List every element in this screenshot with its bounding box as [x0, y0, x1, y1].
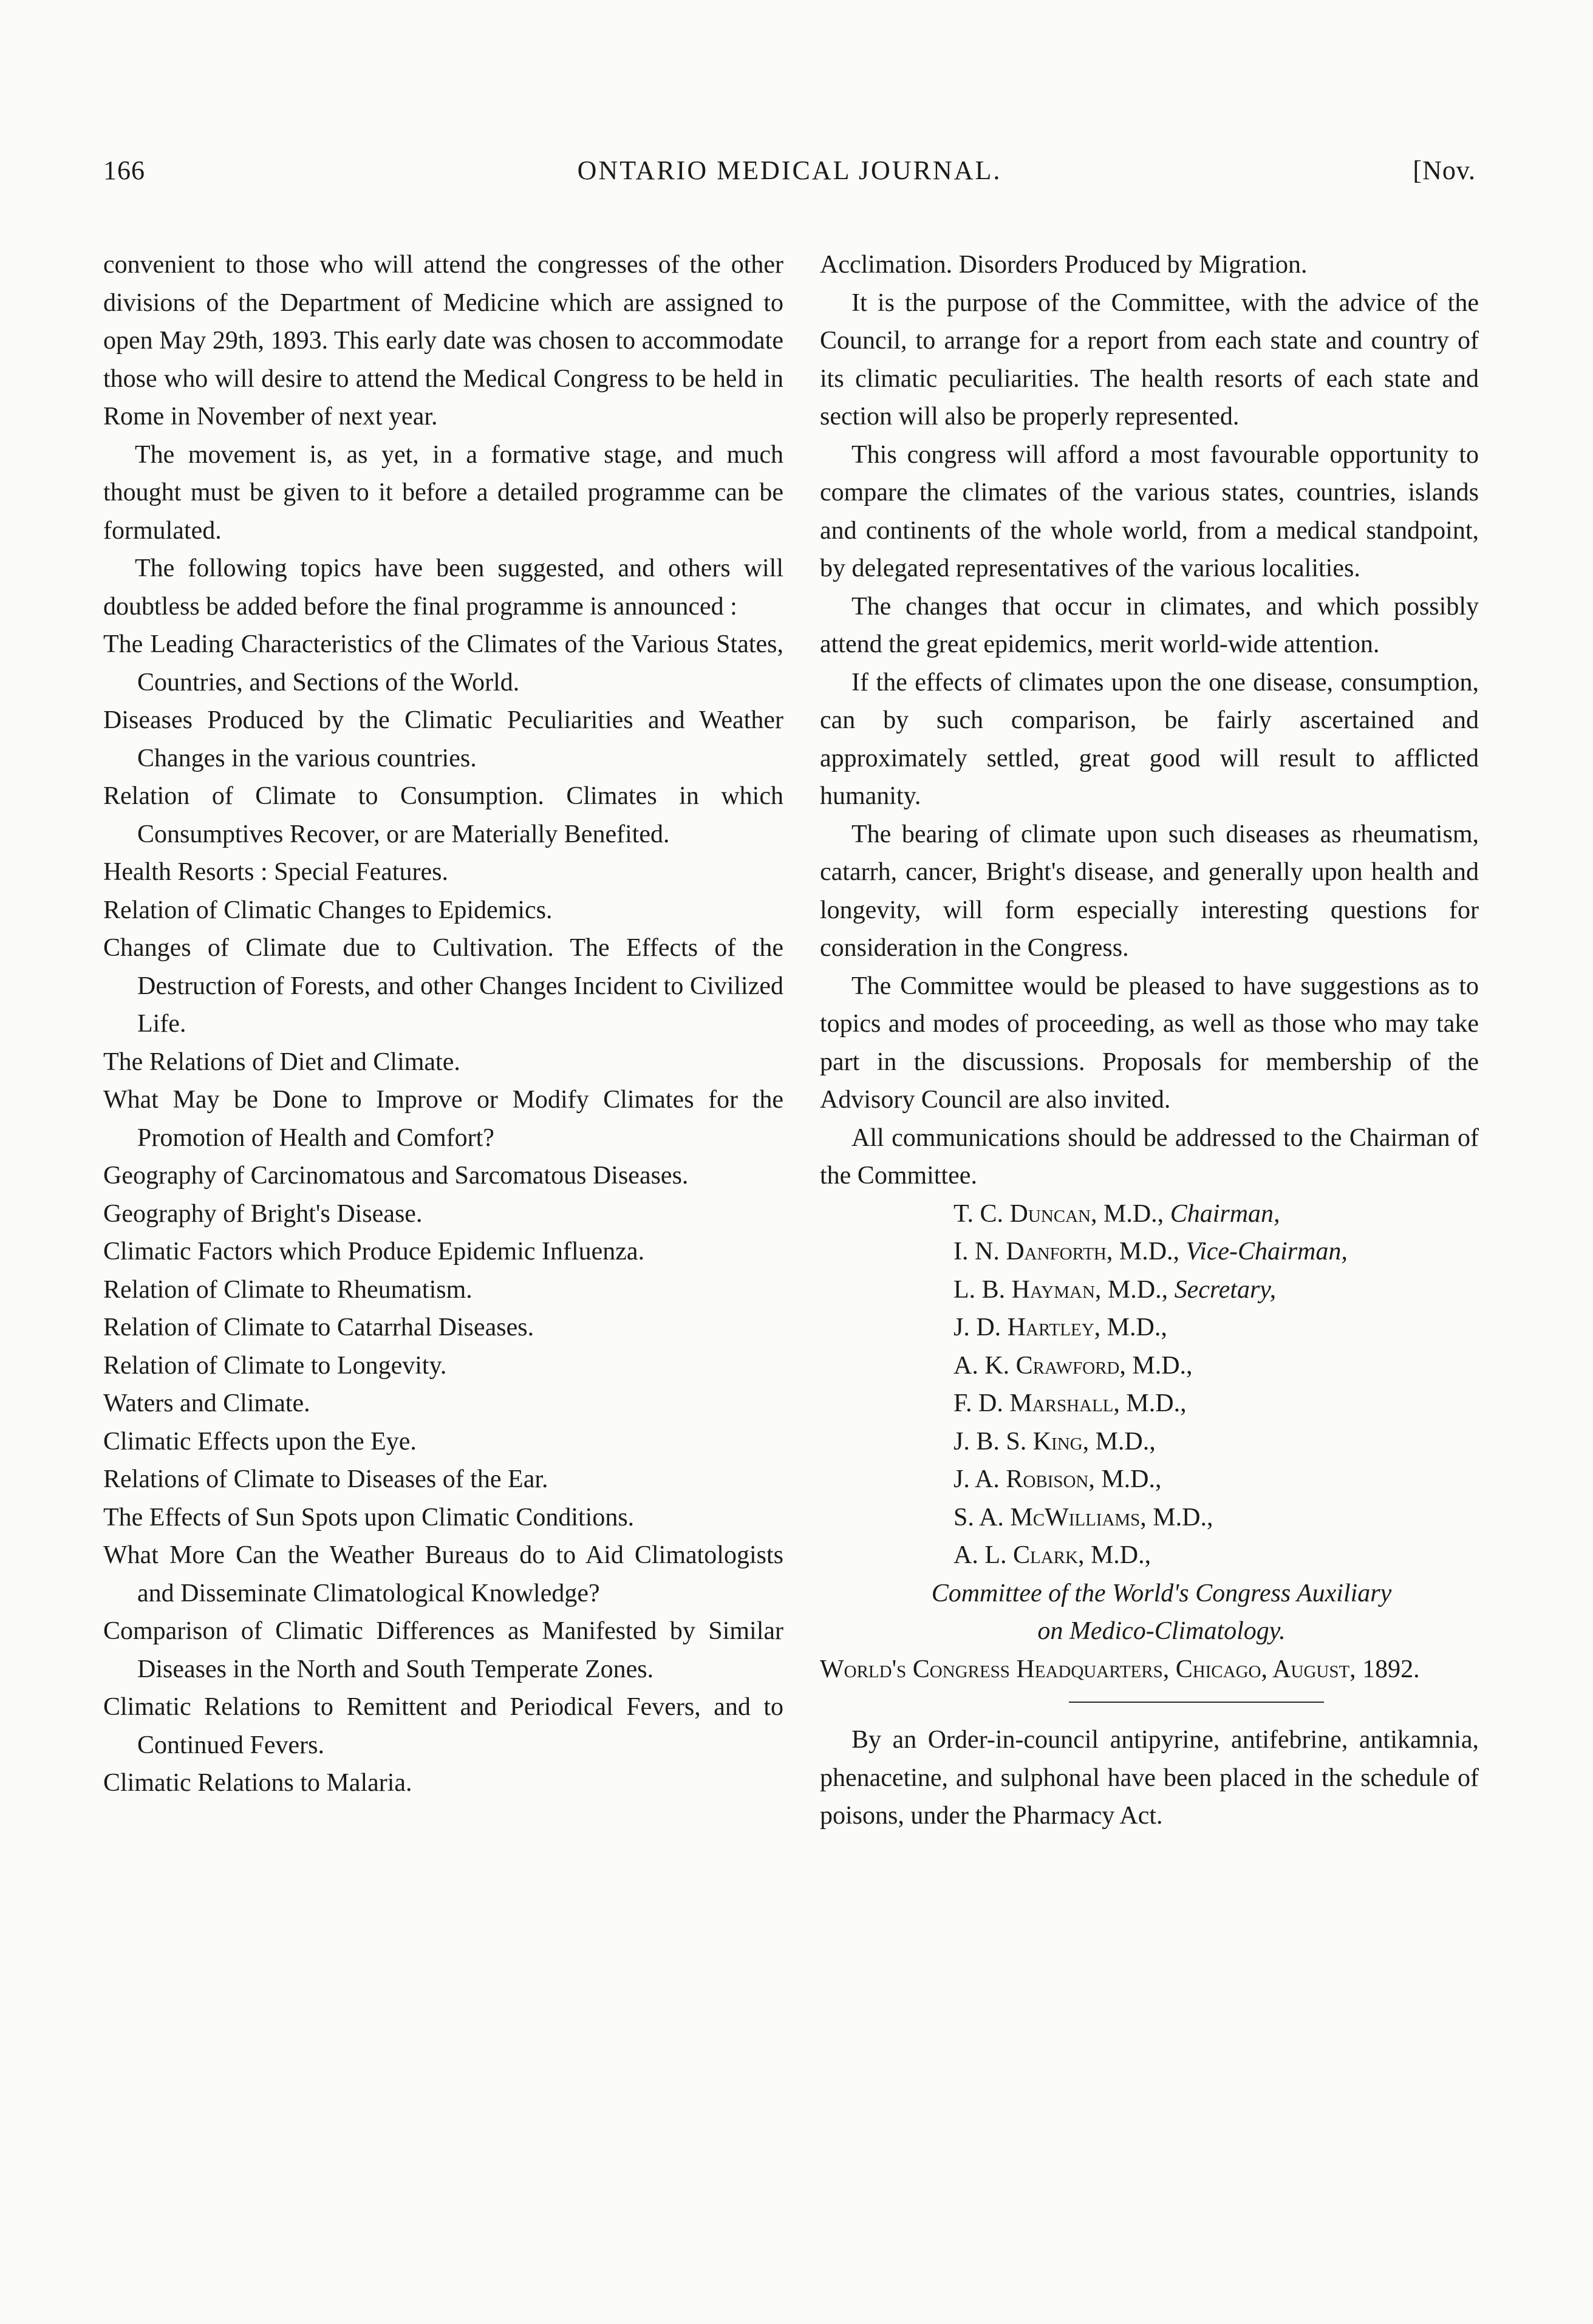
paragraph: The following topics have been suggested, and others will doubtless be added before the final programme is announced :: [103, 554, 783, 621]
topic-item: The Effects of Sun Spots upon Climatic Conditions.: [103, 1503, 635, 1532]
signatory: [820, 1271, 1479, 1309]
headquarters-dateline: World's Congress Headquarters, Chicago, August, 1892.: [820, 1655, 1420, 1683]
journal-title: ONTARIO MEDICAL JOURNAL.: [577, 155, 1002, 185]
topic-item: Waters and Climate.: [103, 1389, 310, 1417]
signatory-name: J. D. Hartley, M.D.,: [953, 1314, 1167, 1341]
topic-item: The Relations of Diet and Climate.: [103, 1048, 460, 1076]
signatory: [820, 1233, 1479, 1271]
paragraph: The Committee would be pleased to have suggestions as to topics and modes of proceeding, as well as those who may take part in the discussions. Proposals for membership of the Advisory Council are also invited.: [820, 972, 1479, 1114]
topic-item: Climatic Effects upon the Eye.: [103, 1427, 417, 1456]
signatory: [820, 1536, 1479, 1575]
signatory-name: F. D. Marshall, M.D.,: [953, 1389, 1187, 1417]
committee-subtitle: on Medico-Climatology.: [1037, 1617, 1286, 1645]
paragraph: This congress will afford a most favourable opportunity to compare the climates of the various states, countries, islands and continents of the whole world, from a medical standpoint, by delegated representatives of the various localities.: [820, 440, 1479, 582]
topic-item: Health Resorts : Special Features.: [103, 858, 449, 886]
signatory-name: A. K. Crawford, M.D.,: [953, 1351, 1193, 1380]
topic-item: Climatic Relations to Remittent and Periodical Fevers, and to Continued Fevers.: [103, 1693, 783, 1759]
signatory-role: Chairman,: [1170, 1199, 1280, 1228]
paragraph: convenient to those who will attend the congresses of the other divisions of the Department of Medicine which are assigned to open May 29th, 1893. This early date was chosen to accommodate those who will desire to attend the Medical Congress to be held in Rome in November of next year.: [103, 251, 783, 431]
signatory-role: Vice-Chairman,: [1185, 1238, 1348, 1266]
topic-item: Relation of Climatic Changes to Epidemics.: [103, 896, 553, 924]
signatory-name: L. B. Hayman, M.D.,: [953, 1275, 1168, 1304]
paragraph: The bearing of climate upon such diseases as rheumatism, catarrh, cancer, Bright's disease, and generally upon health and longevity, will form especially interesting questions for consideration in the Congress.: [820, 820, 1479, 962]
paragraph: The changes that occur in climates, and which possibly attend the great epidemics, merit world-wide attention.: [820, 592, 1479, 658]
topic-item: Relation of Climate to Catarrhal Diseases.: [103, 1314, 534, 1341]
topic-item: Diseases Produced by the Climatic Peculiarities and Weather Changes in the various countries.: [103, 706, 783, 772]
signatory: [820, 1499, 1479, 1537]
paragraph: It is the purpose of the Committee, with the advice of the Council, to arrange for a report from each state and country of its climatic peculiarities. The health resorts of each state and section will also be properly represented.: [820, 288, 1479, 431]
signatory: [820, 1385, 1479, 1423]
committee-title: Committee of the World's Congress Auxiliary: [931, 1579, 1392, 1607]
topic-item: Relation of Climate to Consumption. Climates in which Consumptives Recover, or are Materially Benefited.: [103, 782, 783, 848]
topic-item: What More Can the Weather Bureaus do to Aid Climatologists and Disseminate Climatological Knowledge?: [103, 1541, 783, 1607]
page-number: 166: [103, 155, 145, 185]
section-divider: [1069, 1702, 1324, 1703]
topic-item: Relation of Climate to Rheumatism.: [103, 1275, 472, 1304]
signatory-name: T. C. Duncan, M.D.,: [953, 1199, 1164, 1228]
signatory-role: Secretary,: [1174, 1275, 1277, 1304]
signatory: [820, 1423, 1479, 1461]
signatory: [820, 1347, 1479, 1385]
paragraph: The movement is, as yet, in a formative stage, and much thought must be given to it before a detailed programme can be formulated.: [103, 440, 783, 545]
signatory-name: A. L. Clark, M.D.,: [953, 1541, 1151, 1569]
topic-item: Changes of Climate due to Cultivation. The Effects of the Destruction of Forests, and other Changes Incident to Civilized Life.: [103, 934, 783, 1038]
signatory: [820, 1309, 1479, 1347]
signatory-name: J. A. Robison, M.D.,: [953, 1465, 1162, 1493]
topic-item: Relations of Climate to Diseases of the Ear.: [103, 1465, 548, 1493]
topic-item: Climatic Relations to Malaria.: [103, 1769, 412, 1797]
topic-item: Relation of Climate to Longevity.: [103, 1351, 447, 1380]
topic-item: Geography of Bright's Disease.: [103, 1199, 423, 1228]
running-header: [103, 155, 1476, 203]
topic-item: Comparison of Climatic Differences as Manifested by Similar Diseases in the North and South Temperate Zones.: [103, 1617, 783, 1683]
topic-continuation: Acclimation. Disorders Produced by Migration.: [820, 251, 1308, 279]
issue-month: [Nov.: [1413, 155, 1476, 185]
signatory-name: J. B. S. King, M.D.,: [953, 1427, 1156, 1456]
signatory: [820, 1460, 1479, 1499]
signatory: [820, 1195, 1479, 1233]
paragraph: All communications should be addressed to the Chairman of the Committee.: [820, 1123, 1479, 1190]
signatory-name: S. A. McWilliams, M.D.,: [953, 1503, 1213, 1532]
topic-item: What May be Done to Improve or Modify Climates for the Promotion of Health and Comfort?: [103, 1086, 783, 1152]
topic-item: Climatic Factors which Produce Epidemic Influenza.: [103, 1238, 645, 1266]
topic-item: The Leading Characteristics of the Climates of the Various States, Countries, and Sections of the World.: [103, 630, 783, 697]
paragraph: If the effects of climates upon the one disease, consumption, can by such comparison, be fairly ascertained and approximately settled, great good will result to afflicted humanity.: [820, 668, 1479, 810]
poisons-note: By an Order-in-council antipyrine, antifebrine, antikamnia, phenacetine, and sulphonal have been placed in the schedule of poisons, under the Pharmacy Act.: [820, 1726, 1479, 1830]
left-column: [103, 246, 783, 1802]
signatory-name: I. N. Danforth, M.D.,: [953, 1238, 1180, 1266]
right-column: [820, 246, 1479, 1835]
topic-item: Geography of Carcinomatous and Sarcomatous Diseases.: [103, 1162, 689, 1190]
